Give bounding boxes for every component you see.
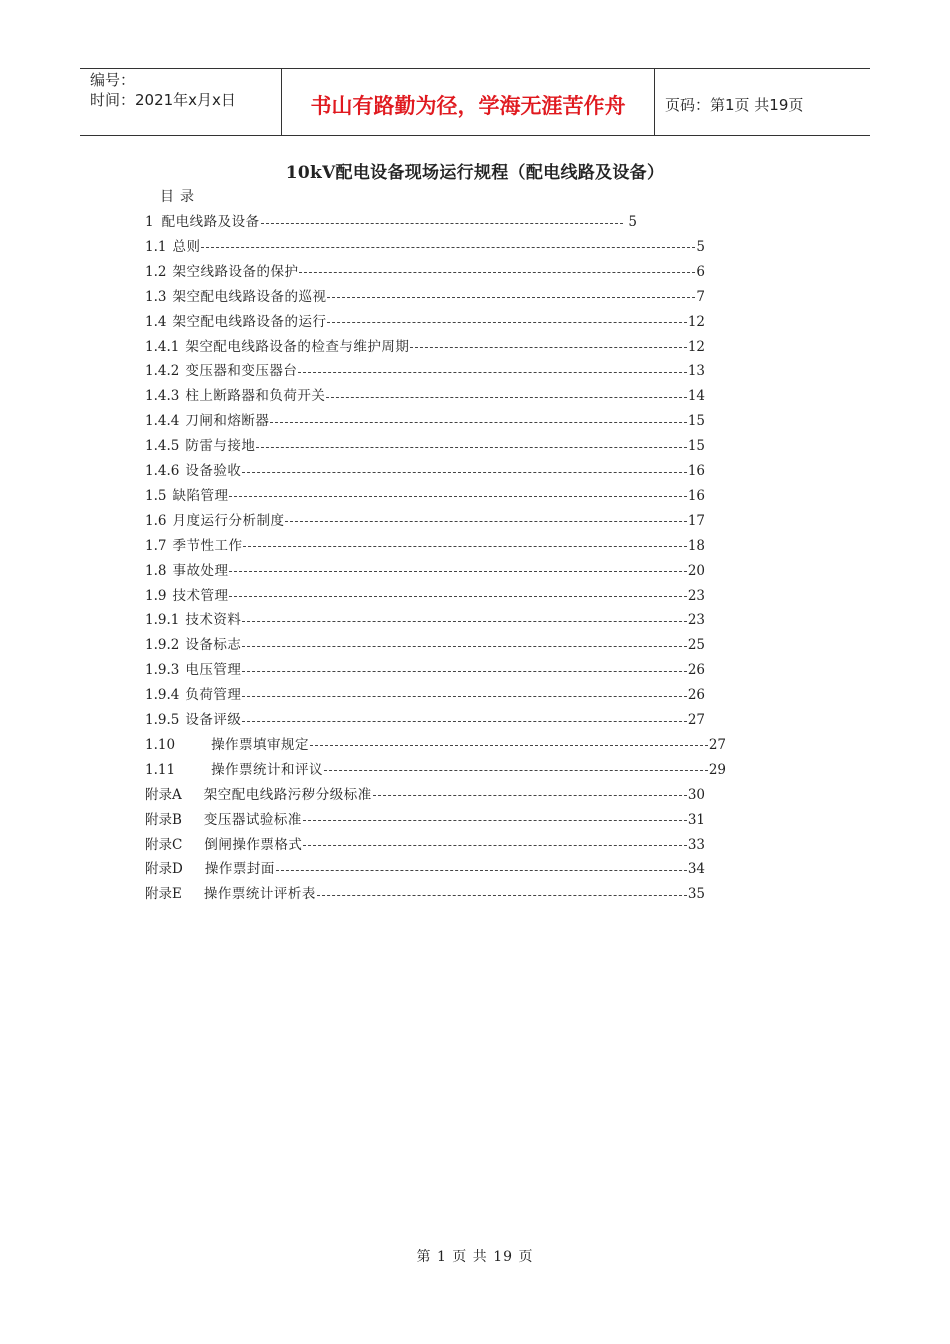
toc-entry[interactable] [145,459,705,483]
toc-entry-number: 1.9.2 [145,637,180,654]
toc-entry[interactable] [145,335,705,359]
toc-dot-leader [373,795,687,796]
toc-dot-leader [317,895,687,896]
toc-entry[interactable] [145,733,726,757]
toc-dot-leader [326,397,686,398]
toc-entry-number: 附录B [145,811,182,828]
toc-dot-leader [242,671,686,672]
toc-entry-page: 26 [687,662,705,679]
page-footer: 第 1 页 共 19 页 [416,1249,534,1265]
toc-entry-label: 季节性工作 [172,537,243,554]
toc-entry-page: 27 [687,712,705,728]
toc-entry-number: 1.4.6 [145,463,180,479]
toc-entry-number: 1.8 [145,562,167,579]
toc-dot-leader [242,721,686,722]
toc-entry-label: 设备评级 [185,712,242,728]
toc-entry-label: 架空配电线路设备的检查与维护周期 [185,338,410,355]
toc-entry-page: 14 [687,388,705,405]
toc-dot-leader [242,646,686,647]
toc-entry-number: 1.4 [145,313,167,330]
toc-entry-page: 15 [687,438,705,455]
toc-entry-number: 1 [145,214,154,230]
toc-entry-label: 架空配电线路污秽分级标准 [203,786,372,803]
header-page-label: 页码：第1页 共19页 [665,95,804,114]
toc-entry-label: 变压器试验标准 [203,811,302,828]
toc-entry-number: 1.4.5 [145,438,180,455]
toc-entry[interactable] [145,808,705,832]
toc-entry-label: 操作票填审规定 [211,736,310,753]
toc-entry-label: 操作票封面 [204,861,275,878]
toc-entry-number: 1.5 [145,487,167,504]
toc-entry-label: 事故处理 [172,562,229,579]
toc-entry-label: 技术资料 [185,612,242,629]
toc-entry-page: 18 [687,537,705,554]
toc-entry-number: 1.11 [145,761,176,778]
toc-entry[interactable] [145,384,705,408]
toc-dot-leader [310,745,708,746]
toc-entry-label: 刀闸和熔断器 [185,413,270,430]
toc-entry-number: 附录A [145,786,182,803]
toc-entry[interactable] [145,882,705,906]
toc-entry[interactable] [145,633,705,657]
toc-entry-page: 6 [696,263,705,280]
toc-entry[interactable] [145,235,705,259]
toc-dot-leader [242,696,686,697]
toc-entry[interactable] [145,285,705,309]
toc-entry[interactable] [145,260,705,284]
toc-dot-leader [201,247,695,248]
toc-entry-page: 16 [687,487,705,504]
toc-dot-leader [327,297,695,298]
toc-entry-page: 30 [687,786,705,803]
toc-entry-number: 附录C [145,836,183,853]
toc-entry-page: 12 [687,338,705,355]
toc-entry-number: 1.2 [145,263,167,280]
toc-entry-number: 1.4.1 [145,338,180,355]
toc-entry-label: 变压器和变压器台 [185,363,298,380]
toc-entry-page: 16 [687,463,705,479]
toc-entry-page: 5 [624,214,637,230]
toc-dot-leader [276,870,687,871]
toc-entry-number: 1.9.3 [145,662,180,679]
toc-entry-number: 1.1 [145,238,167,255]
header-motto: 书山有路勤为径，学海无涯苦作舟 [310,94,626,118]
toc-dot-leader [261,223,624,224]
toc-entry[interactable] [145,857,705,881]
document-time-label: 时间：2021年x月x日 [90,91,236,109]
toc-entry[interactable] [145,409,705,433]
toc-entry-page: 33 [687,836,705,853]
toc-entry-number: 1.3 [145,288,167,305]
toc-entry-number: 1.4.4 [145,413,180,430]
toc-entry[interactable] [145,584,705,608]
toc-entry-page: 7 [696,288,705,305]
toc-dot-leader [298,372,686,373]
toc-entry-label: 月度运行分析制度 [172,512,285,529]
toc-entry-page: 13 [687,363,705,380]
toc-entry-number: 附录E [145,886,182,903]
toc-entry-label: 防雷与接地 [185,438,256,455]
toc-dot-leader [299,272,695,273]
toc-dot-leader [303,845,686,846]
toc-entry-label: 柱上断路器和负荷开关 [185,388,326,405]
toc-entry-label: 倒闸操作票格式 [204,836,303,853]
toc-entry-number: 1.7 [145,537,167,554]
document-title: 10kV配电设备现场运行规程（配电线路及设备） [285,163,665,183]
toc-entry-page: 17 [687,512,705,529]
document-number-label: 编号： [90,71,136,89]
toc-entry[interactable] [145,658,705,682]
toc-entry-label: 技术管理 [172,587,229,604]
toc-dot-leader [242,621,686,622]
toc-dot-leader [229,596,686,597]
toc-entry-page: 25 [687,637,705,654]
toc-entry-label: 设备验收 [185,463,242,479]
header-info-cell [80,69,282,135]
toc-dot-leader [285,521,686,522]
toc-entry[interactable] [145,608,705,632]
toc-entry-label: 缺陷管理 [172,487,229,504]
toc-entry-label: 电压管理 [185,662,242,679]
toc-dot-leader [243,546,686,547]
toc-entry-page: 34 [687,861,705,878]
toc-entry-page: 23 [687,612,705,629]
toc-entry-number: 1.9 [145,587,167,604]
toc-dot-leader [229,496,686,497]
toc-dot-leader [242,472,686,473]
toc-entry[interactable] [145,758,726,782]
toc-entry-page: 26 [687,687,705,704]
toc-entry-number: 1.4.3 [145,388,180,405]
toc-entry-label: 架空配电线路设备的运行 [172,313,327,330]
toc-entry-number: 1.6 [145,512,167,529]
page-header [80,68,870,136]
header-motto-cell [282,69,655,135]
toc-entry[interactable] [145,708,705,732]
toc-entry[interactable] [145,359,705,383]
toc-entry-label: 配电线路及设备 [161,214,260,230]
toc-entry-label: 设备标志 [185,637,242,654]
toc-entry-page: 31 [687,811,705,828]
toc-entry-page: 5 [696,238,705,255]
toc-entry-number: 1.9.1 [145,612,180,629]
toc-entry-page: 15 [687,413,705,430]
toc-entry-number: 1.4.2 [145,363,180,380]
toc-entry[interactable] [145,534,705,558]
header-page-cell [655,69,870,135]
toc-dot-leader [270,422,686,423]
toc-entry[interactable] [145,484,705,508]
toc-entry[interactable] [145,310,705,334]
toc-entry-label: 架空线路设备的保护 [172,263,299,280]
toc-entry-label: 操作票统计评析表 [203,886,316,903]
toc-entry[interactable] [145,833,705,857]
toc-entry-label: 操作票统计和评议 [211,761,324,778]
toc-dot-leader [410,347,686,348]
toc-entry-label: 总则 [172,238,201,255]
toc-entry[interactable] [145,509,705,533]
toc-heading: 目录 [160,189,200,205]
toc-entry-page: 12 [687,313,705,330]
toc-entry[interactable] [145,210,637,234]
toc-dot-leader [229,571,686,572]
toc-entry-number: 1.9.5 [145,712,180,728]
toc-dot-leader [324,770,708,771]
toc-dot-leader [303,820,687,821]
toc-entry-label: 负荷管理 [185,687,242,704]
toc-entry-number: 附录D [145,861,183,878]
toc-entry[interactable] [145,434,705,458]
toc-dot-leader [327,322,686,323]
toc-entry-page: 29 [708,761,726,778]
toc-entry[interactable] [145,559,705,583]
toc-entry-page: 35 [687,886,705,903]
toc-entry-number: 1.10 [145,736,176,753]
toc-entry-page: 20 [687,562,705,579]
toc-entry[interactable] [145,783,705,807]
toc-entry[interactable] [145,683,705,707]
toc-entry-label: 架空配电线路设备的巡视 [172,288,327,305]
toc-entry-page: 23 [687,587,705,604]
toc-entry-page: 27 [708,736,726,753]
toc-entry-number: 1.9.4 [145,687,180,704]
toc-dot-leader [256,447,686,448]
